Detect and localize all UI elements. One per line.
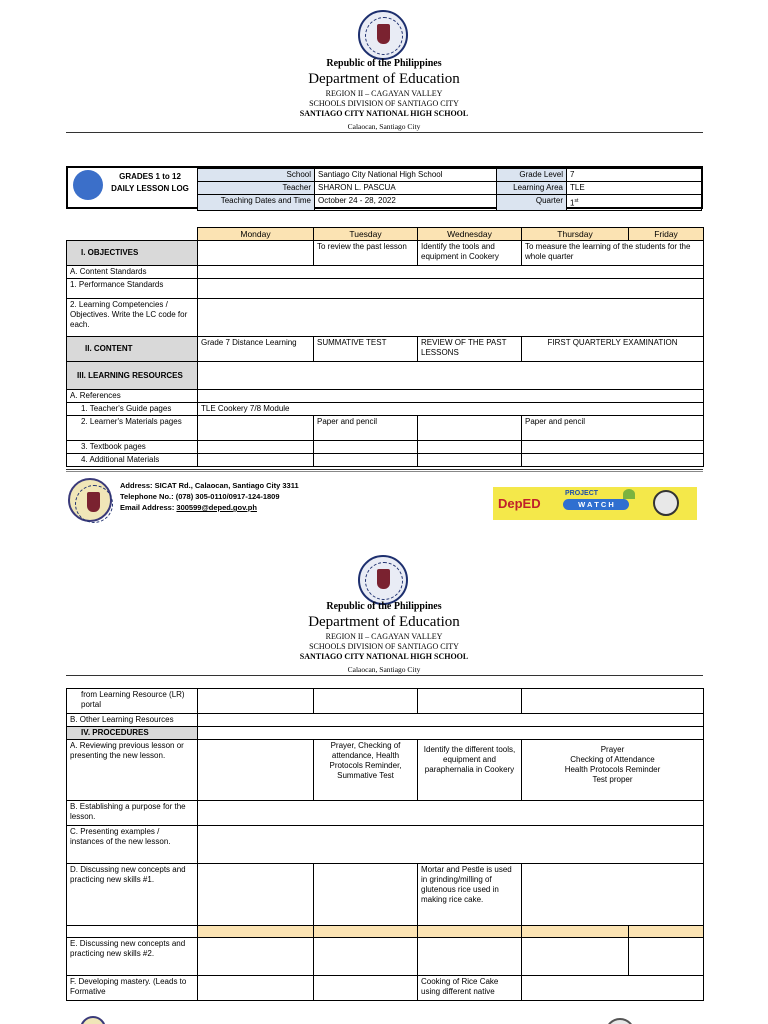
reviewing-wednesday: Identify the different tools, equipment and paraphernalia in Cookery bbox=[418, 740, 522, 801]
learning-resources-heading: III. LEARNING RESOURCES bbox=[67, 362, 198, 390]
day-monday: Monday bbox=[198, 228, 314, 241]
objectives-wednesday: Identify the tools and equipment in Cookery bbox=[418, 241, 522, 266]
learners-materials-label: 2. Learner's Materials pages bbox=[67, 416, 198, 441]
school-name-text: SANTIAGO CITY NATIONAL HIGH SCHOOL bbox=[299, 109, 469, 118]
quarter-label: Quarter bbox=[497, 195, 567, 211]
other-resources-value bbox=[198, 714, 704, 727]
location-text-2: Calaocan, Santiago City bbox=[347, 665, 421, 674]
mastery-thursday bbox=[522, 976, 704, 1001]
mastery-label: F. Developing mastery. (Leads to Formative bbox=[67, 976, 198, 1001]
lr-portal-thursday bbox=[522, 689, 704, 714]
quarter-suffix: st bbox=[574, 198, 579, 204]
learners-materials-tuesday: Paper and pencil bbox=[314, 416, 418, 441]
grade-value: 7 bbox=[567, 169, 702, 182]
content-thursday-friday: FIRST QUARTERLY EXAMINATION bbox=[522, 337, 704, 362]
objectives-tuesday: To review the past lesson bbox=[314, 241, 418, 266]
competencies-value bbox=[198, 299, 704, 337]
blank-row-thursday bbox=[522, 926, 629, 938]
blank-row-monday bbox=[198, 926, 314, 938]
mastery-tuesday bbox=[314, 976, 418, 1001]
procedures-heading: IV. PROCEDURES bbox=[67, 727, 198, 740]
discussing-1-tuesday bbox=[314, 864, 418, 926]
teachers-guide-label: 1. Teacher's Guide pages bbox=[67, 403, 198, 416]
footer-divider-top bbox=[66, 469, 703, 470]
school-seal-icon bbox=[68, 478, 112, 522]
day-thursday: Thursday bbox=[522, 228, 629, 241]
teachers-guide-value: TLE Cookery 7/8 Module bbox=[198, 403, 704, 416]
footer-address: Address: SICAT Rd., Calaocan, Santiago City 3311 bbox=[120, 481, 299, 490]
textbook-label: 3. Textbook pages bbox=[67, 441, 198, 454]
additional-tuesday bbox=[314, 454, 418, 467]
header-divider bbox=[66, 132, 703, 133]
discussing-2-friday bbox=[629, 938, 704, 976]
other-resources-label: B. Other Learning Resources bbox=[67, 714, 198, 727]
textbook-monday bbox=[198, 441, 314, 454]
footer-telephone: Telephone No.: (078) 305-0110/0917-124-1809 bbox=[120, 492, 280, 501]
review-prayer: Prayer bbox=[600, 745, 625, 754]
quarter-value bbox=[567, 195, 702, 211]
reviewing-monday bbox=[198, 740, 314, 801]
division-text-2: SCHOOLS DIVISION OF SANTIAGO CITY bbox=[309, 642, 459, 651]
department-title-2: Department of Education bbox=[308, 614, 460, 630]
performance-standards-label: 1. Performance Standards bbox=[67, 279, 198, 299]
discussing-2-monday bbox=[198, 938, 314, 976]
textbook-thursday bbox=[522, 441, 704, 454]
teacher-label: Teacher bbox=[198, 182, 315, 195]
dates-label: Teaching Dates and Time bbox=[198, 195, 315, 211]
review-test-proper: Test proper bbox=[592, 775, 633, 784]
deped-logo-text: DepED bbox=[498, 496, 541, 511]
deped-seal-icon-2 bbox=[358, 555, 408, 605]
footer-email-label: Email Address: bbox=[120, 503, 177, 512]
review-health-protocols: Health Protocols Reminder bbox=[564, 765, 661, 774]
objectives-thursday-friday: To measure the learning of the students for the whole quarter bbox=[522, 241, 704, 266]
leaf-icon bbox=[623, 489, 635, 499]
deped-seal-icon bbox=[358, 10, 408, 60]
content-tuesday: SUMMATIVE TEST bbox=[314, 337, 418, 362]
day-tuesday: Tuesday bbox=[314, 228, 418, 241]
department-title: Department of Education bbox=[308, 71, 460, 87]
republic-text-2: Republic of the Philippines bbox=[326, 601, 442, 612]
learners-materials-thursday: Paper and pencil bbox=[522, 416, 704, 441]
school-emblem-icon-2 bbox=[605, 1018, 635, 1024]
mastery-monday bbox=[198, 976, 314, 1001]
day-friday: Friday bbox=[629, 228, 704, 241]
teacher-value: SHARON L. PASCUA bbox=[315, 182, 497, 195]
republic-text: Republic of the Philippines bbox=[326, 58, 442, 69]
log-title-2: DAILY LESSON LOG bbox=[111, 184, 189, 193]
reviewing-thursday-friday bbox=[522, 740, 704, 801]
footer-email-link[interactable]: 300599@deped.gov.ph bbox=[176, 503, 257, 512]
additional-wednesday bbox=[418, 454, 522, 467]
lr-portal-wednesday bbox=[418, 689, 522, 714]
discussing-2-wednesday bbox=[418, 938, 522, 976]
content-wednesday: REVIEW OF THE PAST LESSONS bbox=[418, 337, 522, 362]
info-table bbox=[197, 168, 702, 211]
blank-row-label bbox=[67, 926, 198, 938]
additional-monday bbox=[198, 454, 314, 467]
watch-logo: W A T C H bbox=[563, 499, 629, 510]
school-seal-icon-2 bbox=[80, 1016, 106, 1024]
corner-cell bbox=[67, 228, 198, 241]
region-text: REGION II – CAGAYAN VALLEY bbox=[325, 89, 443, 98]
competencies-label: 2. Learning Competencies / Objectives. Write the LC code for each. bbox=[67, 299, 198, 337]
mastery-wednesday: Cooking of Rice Cake using different native bbox=[418, 976, 522, 1001]
lr-portal-label: from Learning Resource (LR) portal bbox=[67, 689, 198, 714]
objectives-monday bbox=[198, 241, 314, 266]
references-value bbox=[198, 390, 704, 403]
lesson-log-table-2 bbox=[66, 688, 704, 1001]
examples-value bbox=[198, 826, 704, 864]
review-attendance: Checking of Attendance bbox=[570, 755, 655, 764]
learners-materials-monday bbox=[198, 416, 314, 441]
lesson-log-table-1 bbox=[66, 227, 704, 467]
grade-label: Grade Level bbox=[497, 169, 567, 182]
learners-materials-wednesday bbox=[418, 416, 522, 441]
school-emblem-icon bbox=[653, 490, 679, 516]
additional-thursday bbox=[522, 454, 704, 467]
dates-value: October 24 - 28, 2022 bbox=[315, 195, 497, 211]
area-label: Learning Area bbox=[497, 182, 567, 195]
discussing-1-thursday bbox=[522, 864, 704, 926]
discussing-2-thursday bbox=[522, 938, 629, 976]
textbook-wednesday bbox=[418, 441, 522, 454]
purpose-value bbox=[198, 801, 704, 826]
area-value: TLE bbox=[567, 182, 702, 195]
footer-divider-second bbox=[66, 471, 703, 472]
school-value: Santiago City National High School bbox=[315, 169, 497, 182]
location-text: Calaocan, Santiago City bbox=[347, 122, 421, 131]
textbook-tuesday bbox=[314, 441, 418, 454]
examples-label: C. Presenting examples / instances of the new lesson. bbox=[67, 826, 198, 864]
day-wednesday: Wednesday bbox=[418, 228, 522, 241]
objectives-heading: I. OBJECTIVES bbox=[67, 241, 198, 266]
content-monday: Grade 7 Distance Learning bbox=[198, 337, 314, 362]
reviewing-tuesday: Prayer, Checking of attendance, Health Protocols Reminder, Summative Test bbox=[314, 740, 418, 801]
blank-row-wednesday bbox=[418, 926, 522, 938]
log-title-1: GRADES 1 to 12 bbox=[119, 172, 181, 181]
footer-email-row bbox=[120, 503, 257, 513]
discussing-1-label: D. Discussing new concepts and practicing new skills #1. bbox=[67, 864, 198, 926]
content-standards-value bbox=[198, 266, 704, 279]
school-name-text-2: SANTIAGO CITY NATIONAL HIGH SCHOOL bbox=[299, 652, 469, 661]
discussing-1-monday bbox=[198, 864, 314, 926]
content-standards-label: A. Content Standards bbox=[67, 266, 198, 279]
school-label: School bbox=[198, 169, 315, 182]
header-divider-2 bbox=[66, 675, 703, 676]
learning-resources-value bbox=[198, 362, 704, 390]
lr-portal-monday bbox=[198, 689, 314, 714]
project-label: PROJECT bbox=[565, 490, 599, 497]
quarter-number: 1 bbox=[570, 198, 575, 208]
reviewing-label: A. Reviewing previous lesson or presenting the new lesson. bbox=[67, 740, 198, 801]
deped-project-watch-banner bbox=[493, 487, 697, 520]
purpose-label: B. Establishing a purpose for the lesson. bbox=[67, 801, 198, 826]
procedures-value bbox=[198, 727, 704, 740]
blank-row-friday bbox=[629, 926, 704, 938]
blank-row-tuesday bbox=[314, 926, 418, 938]
content-heading: II. CONTENT bbox=[67, 337, 198, 362]
lr-portal-tuesday bbox=[314, 689, 418, 714]
additional-materials-label: 4. Additional Materials bbox=[67, 454, 198, 467]
region-text-2: REGION II – CAGAYAN VALLEY bbox=[325, 632, 443, 641]
discussing-2-tuesday bbox=[314, 938, 418, 976]
discussing-1-wednesday: Mortar and Pestle is used in grinding/milling of glutenous rice used in making rice cake. bbox=[418, 864, 522, 926]
division-text: SCHOOLS DIVISION OF SANTIAGO CITY bbox=[309, 99, 459, 108]
school-logo-icon bbox=[73, 170, 103, 200]
references-label: A. References bbox=[67, 390, 198, 403]
discussing-2-label: E. Discussing new concepts and practicing new skills #2. bbox=[67, 938, 198, 976]
performance-standards-value bbox=[198, 279, 704, 299]
